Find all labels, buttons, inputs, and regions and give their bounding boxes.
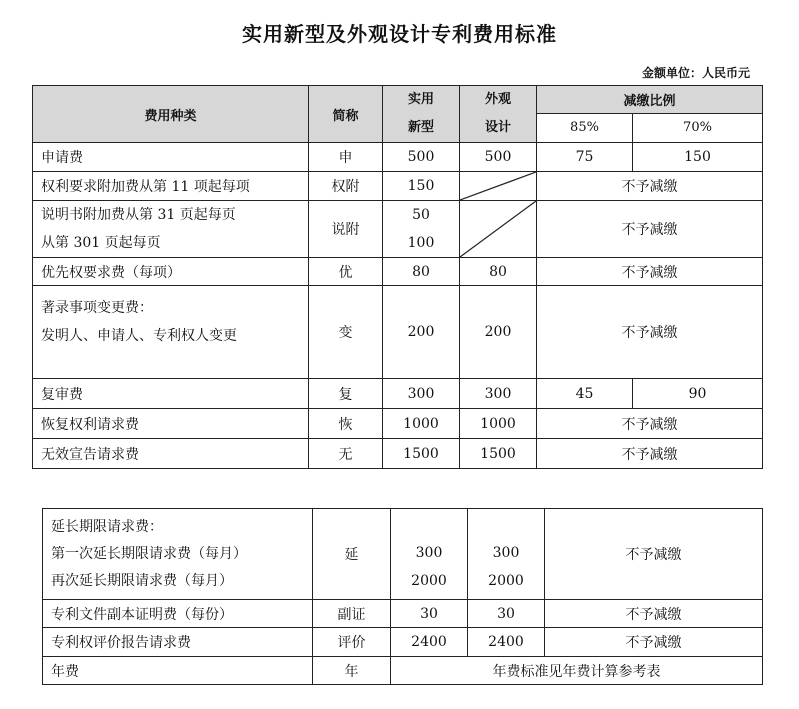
fee-abbr: 申	[309, 143, 383, 172]
fee-name: 复审费	[33, 379, 309, 409]
fee-name: 恢复权利请求费	[33, 409, 309, 439]
diagonal-slash	[460, 201, 536, 257]
design-amount: 80	[460, 258, 537, 286]
fee-abbr: 评价	[313, 628, 391, 657]
fee-name-line1: 著录事项变更费：	[41, 300, 153, 316]
annual-fee-note: 年费标准见年费计算参考表	[391, 657, 763, 685]
diagonal-slash	[460, 172, 536, 200]
utility-amount: 1000	[383, 409, 460, 439]
fee-name: 专利文件副本证明费（每份）	[43, 600, 313, 628]
fee-name-line2: 第一次延长期限请求费（每月）	[51, 545, 247, 562]
table-row	[33, 143, 763, 172]
table-row	[33, 258, 763, 286]
reduction-none: 不予减缴	[545, 600, 763, 628]
table-row	[33, 286, 763, 379]
utility-amount-line1: 50	[412, 207, 430, 223]
header-abbr: 简称	[309, 86, 383, 143]
design-amount: 200	[460, 286, 537, 379]
fee-name-line2: 发明人、申请人、专利权人变更	[41, 328, 237, 344]
fee-name-line1: 延长期限请求费：	[51, 518, 163, 535]
table-row	[43, 628, 763, 657]
utility-amount-line2: 100	[407, 235, 435, 251]
design-amount: 300	[460, 379, 537, 409]
fee-abbr: 变	[309, 286, 383, 379]
reduction-none: 不予减缴	[537, 409, 763, 439]
header-reduction: 减缴比例	[537, 86, 763, 114]
design-not-applicable	[460, 172, 537, 201]
utility-amount-line2: 2000	[411, 573, 447, 589]
utility-amount	[383, 201, 460, 258]
design-amount: 30	[468, 600, 545, 628]
fee-abbr: 权附	[309, 172, 383, 201]
reduction-none: 不予减缴	[537, 201, 763, 258]
utility-amount-line1: 300	[415, 545, 443, 561]
fee-abbr: 恢	[309, 409, 383, 439]
fee-name: 申请费	[33, 143, 309, 172]
utility-amount: 80	[383, 258, 460, 286]
fee-name	[33, 286, 309, 379]
currency-unit-note: 金额单位：人民币元	[641, 66, 750, 80]
header-utility-line2: 新型	[407, 120, 434, 135]
header-pct-70: 70%	[633, 113, 763, 142]
reduction-none: 不予减缴	[537, 439, 763, 469]
design-amount: 1500	[460, 439, 537, 469]
header-utility	[383, 86, 460, 143]
utility-amount: 150	[383, 172, 460, 201]
table-row	[33, 379, 763, 409]
reduction-70: 90	[633, 379, 763, 409]
header-design	[460, 86, 537, 143]
reduction-85: 75	[537, 143, 633, 172]
header-fee-type: 费用种类	[33, 86, 309, 143]
fee-abbr: 说附	[309, 201, 383, 258]
fee-abbr: 无	[309, 439, 383, 469]
utility-amount: 200	[383, 286, 460, 379]
utility-amount: 500	[383, 143, 460, 172]
design-amount: 2400	[468, 628, 545, 657]
table-row	[33, 439, 763, 469]
fee-table-main	[32, 85, 763, 469]
utility-amount: 300	[383, 379, 460, 409]
fee-name: 专利权评价报告请求费	[43, 628, 313, 657]
utility-amount: 30	[391, 600, 468, 628]
table-row	[43, 509, 763, 600]
fee-abbr: 年	[313, 657, 391, 685]
fee-table-secondary	[42, 508, 763, 685]
fee-name-line3: 再次延长期限请求费（每月）	[51, 572, 233, 589]
fee-name: 无效宣告请求费	[33, 439, 309, 469]
fee-abbr: 副证	[313, 600, 391, 628]
fee-abbr: 延	[313, 509, 391, 600]
utility-amount: 1500	[383, 439, 460, 469]
reduction-70: 150	[633, 143, 763, 172]
page-title: 实用新型及外观设计专利费用标准	[242, 22, 557, 46]
fee-name	[33, 201, 309, 258]
design-amount-line1: 300	[492, 545, 520, 561]
table-row	[33, 201, 763, 258]
table-row	[43, 657, 763, 685]
fee-name: 优先权要求费（每项）	[33, 258, 309, 286]
table-row	[33, 172, 763, 201]
fee-name-line2: 从第 301 页起每页	[41, 235, 161, 251]
fee-name: 年费	[43, 657, 313, 685]
fee-name	[43, 509, 313, 600]
header-utility-line1: 实用	[407, 92, 434, 107]
reduction-none: 不予减缴	[537, 172, 763, 201]
design-amount-line2: 2000	[488, 573, 524, 589]
fee-abbr: 优	[309, 258, 383, 286]
fee-name-line1: 说明书附加费从第 31 页起每页	[41, 207, 236, 223]
table-row	[43, 600, 763, 628]
reduction-none: 不予减缴	[545, 509, 763, 600]
fee-abbr: 复	[309, 379, 383, 409]
fee-name: 权利要求附加费从第 11 项起每项	[33, 172, 309, 201]
reduction-none: 不予减缴	[537, 286, 763, 379]
utility-amount	[391, 509, 468, 600]
design-not-applicable	[460, 201, 537, 258]
design-amount: 1000	[460, 409, 537, 439]
reduction-85: 45	[537, 379, 633, 409]
header-pct-85: 85%	[537, 113, 633, 142]
reduction-none: 不予减缴	[537, 258, 763, 286]
utility-amount: 2400	[391, 628, 468, 657]
reduction-none: 不予减缴	[545, 628, 763, 657]
design-amount: 500	[460, 143, 537, 172]
header-design-line2: 设计	[484, 120, 511, 135]
design-amount	[468, 509, 545, 600]
header-design-line1: 外观	[484, 92, 511, 107]
table-row	[33, 409, 763, 439]
